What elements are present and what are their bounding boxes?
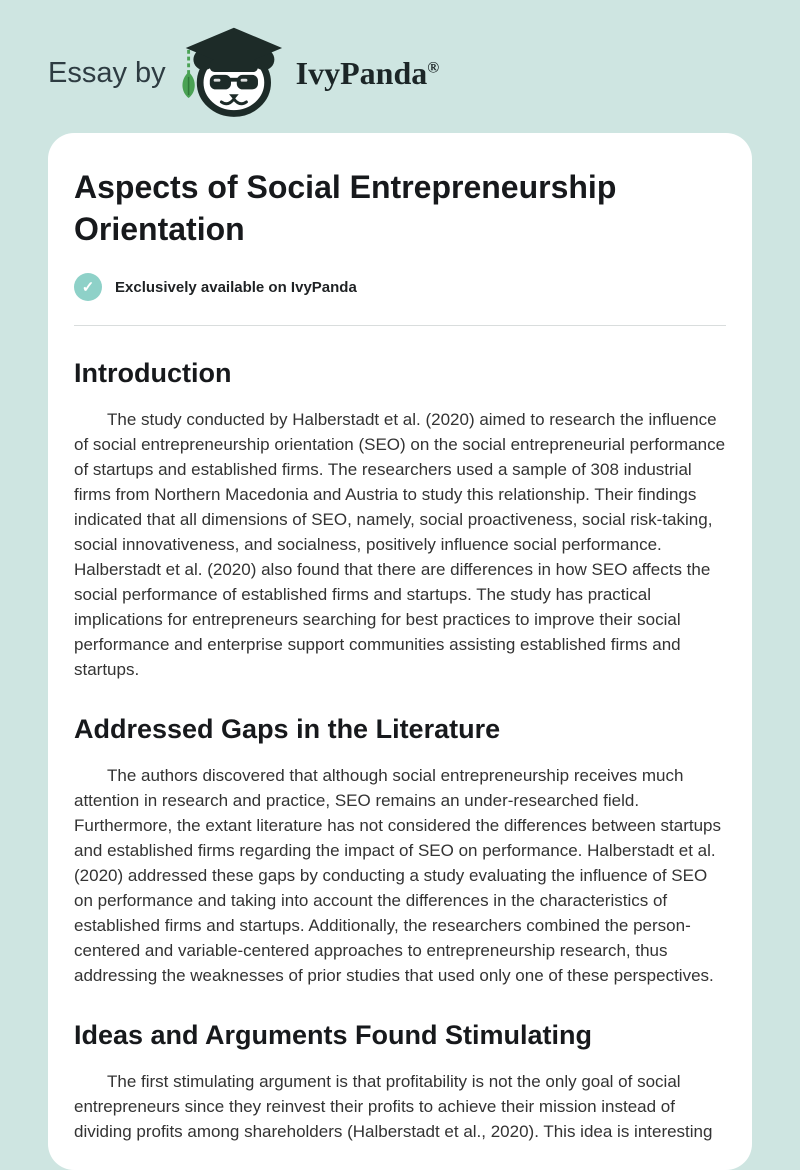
essay-paragraph: The first stimulating argument is that profitability is not the only goal of social entrepreneurs since they reinvest their profits to achieve their mission instead of dividing profits among shareholders (Halberstadt et al., 2020). This idea is interesting [74,1072,713,1141]
essay-paragraph: The study conducted by Halberstadt et al. (2020) aimed to research the influence of social entrepreneurship orientation (SEO) on the social entrepreneurial performance of startups and established firms. The researchers used a sample of 308 industrial firms from Northern Macedonia and Austria to study this relationship. Their findings indicated that all dimensions of SEO, namely, social proactiveness, social risk-taking, social innovativeness, and socialness, positively influence social performance. Halberstadt et al. (2020) also found that there are differences in how SEO affects the social performance of established firms and startups. The study has practical implications for entrepreneurs searching for best practices to improve their social performance and enterprise support communities assisting established firms and startups. [74,410,726,679]
brand-name[interactable]: IvyPanda® [295,54,440,91]
essay-body [74,356,726,1144]
panda-graduate-logo-icon [178,26,284,120]
check-icon: ✓ [74,273,102,301]
section-heading: Introduction [74,358,232,388]
essay-title: Aspects of Social Entrepreneurship Orientation [74,169,617,247]
registered-mark: ® [427,58,440,76]
section-heading: Addressed Gaps in the Literature [74,714,501,744]
exclusive-badge [74,273,726,301]
essay-by-label: Essay by [48,56,166,89]
exclusive-badge-label: Exclusively available on IvyPanda [115,278,357,296]
essay-paragraph: The authors discovered that although social entrepreneurship receives much attention in research and practice, SEO remains an under-researched field. Furthermore, the extant literature has not considered the differences between startups and established firms regarding the impact of SEO on performance. Halberstadt et al. (2020) addressed these gaps by conducting a study evaluating the influence of SEO on performance and taking into account the differences in the characteristics of established firms and startups. Additionally, the researchers combined the person-centered and variable-centered approaches to entrepreneurship research, thus addressing the weaknesses of prior studies that used only one of these perspectives. [74,766,721,985]
page-header [0,0,800,120]
ivypanda-logo-link[interactable] [178,26,284,120]
essay-card [48,133,752,1170]
section-heading: Ideas and Arguments Found Stimulating [74,1020,593,1050]
divider [74,325,726,326]
